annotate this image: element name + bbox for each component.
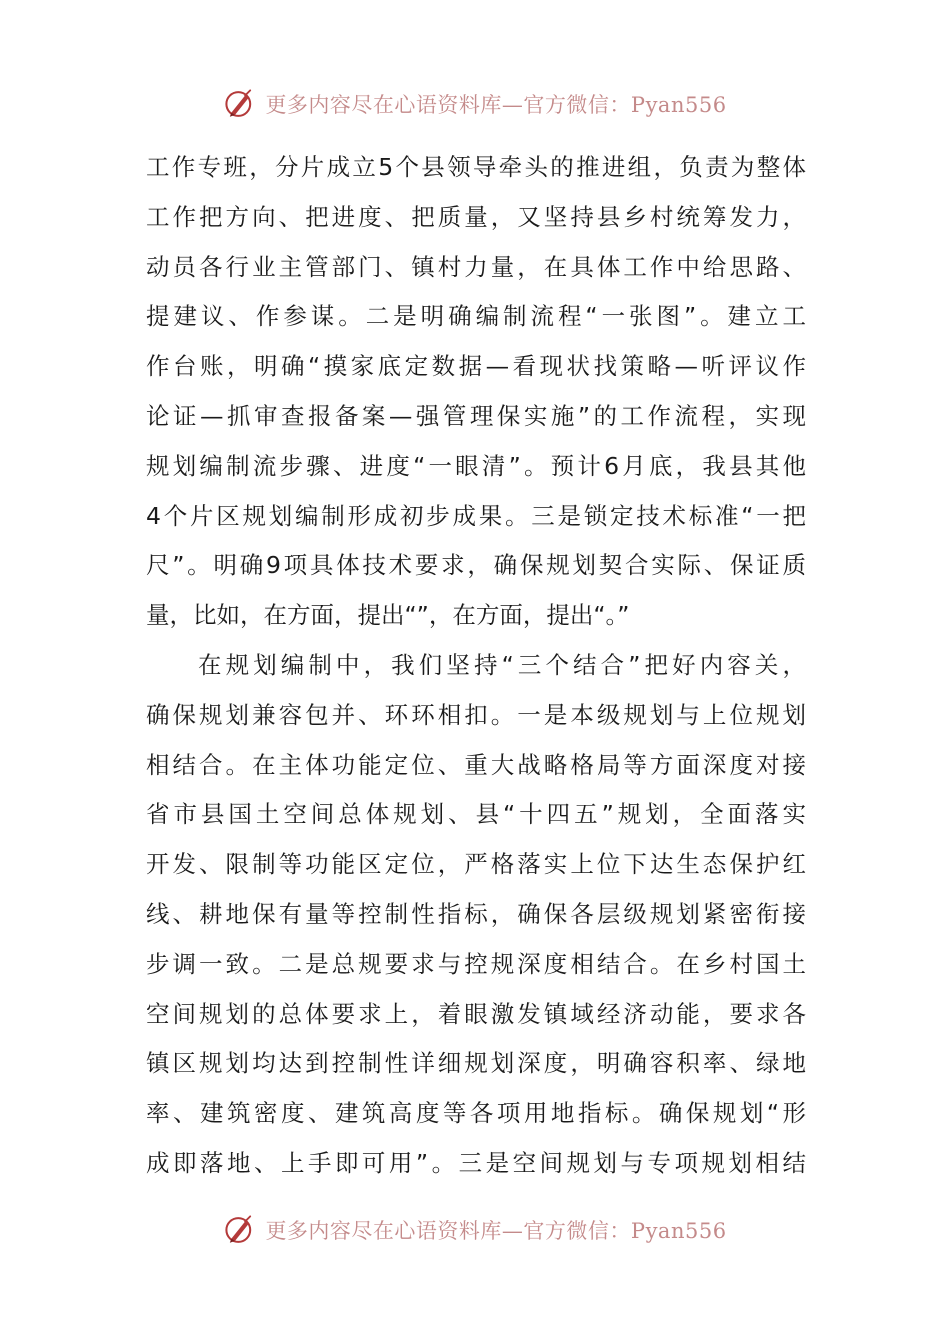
text-line: 率、建筑密度、建筑高度等各项用地指标。确保规划“形 xyxy=(146,1099,806,1128)
document-body xyxy=(146,143,806,1189)
text-line: 工作把方向、把进度、把质量，又坚持县乡村统筹发力， xyxy=(146,202,806,231)
text-line: 作台账，明确“摸家底定数据—看现状找策略—听评议作 xyxy=(146,352,806,381)
text-line: 动员各行业主管部门、镇村力量，在具体工作中给思路、 xyxy=(146,252,806,281)
footer-watermark-text: 更多内容尽在心语资料库—官方微信：Pyan556 xyxy=(265,1219,727,1243)
text-line: 提建议、作参谋。二是明确编制流程“一张图”。建立工 xyxy=(146,302,806,331)
paragraph-first-line: 在规划编制中，我们坚持“三个结合”把好内容关， xyxy=(198,650,806,679)
text-line: 量，比如，在方面，提出“”，在方面，提出“。” xyxy=(146,601,630,630)
text-line: 步调一致。二是总规要求与控规深度相结合。在乡村国土 xyxy=(146,949,806,978)
pen-logo-icon xyxy=(223,87,257,121)
text-line: 成即落地、上手即可用”。三是空间规划与专项规划相结 xyxy=(146,1148,806,1177)
text-line: 线、耕地保有量等控制性指标，确保各层级规划紧密衔接 xyxy=(146,899,806,928)
footer-watermark xyxy=(0,1210,950,1250)
text-line: 省市县国土空间总体规划、县“十四五”规划，全面落实 xyxy=(146,800,806,829)
text-line: 工作专班，分片成立5个县领导牵头的推进组，负责为整体 xyxy=(146,153,806,181)
text-line: 镇区规划均达到控制性详细规划深度，明确容积率、绿地 xyxy=(146,1049,806,1078)
text-line: 论证—抓审查报备案—强管理保实施”的工作流程，实现 xyxy=(146,401,806,430)
header-watermark-text: 更多内容尽在心语资料库—官方微信：Pyan556 xyxy=(265,93,727,117)
text-line: 规划编制流步骤、进度“一眼清”。预计6月底，我县其他 xyxy=(146,451,806,480)
text-line: 开发、限制等功能区定位，严格落实上位下达生态保护红 xyxy=(146,850,806,879)
text-line: 相结合。在主体功能定位、重大战略格局等方面深度对接 xyxy=(146,750,806,779)
text-line: 4个片区规划编制形成初步成果。三是锁定技术标准“一把 xyxy=(146,501,806,530)
text-line: 空间规划的总体要求上，着眼激发镇域经济动能，要求各 xyxy=(146,999,806,1028)
header-watermark xyxy=(0,84,950,124)
text-line: 尺”。明确9项具体技术要求，确保规划契合实际、保证质 xyxy=(146,551,806,580)
text-line: 确保规划兼容包并、环环相扣。一是本级规划与上位规划 xyxy=(146,700,806,729)
pen-logo-icon xyxy=(223,1213,257,1247)
